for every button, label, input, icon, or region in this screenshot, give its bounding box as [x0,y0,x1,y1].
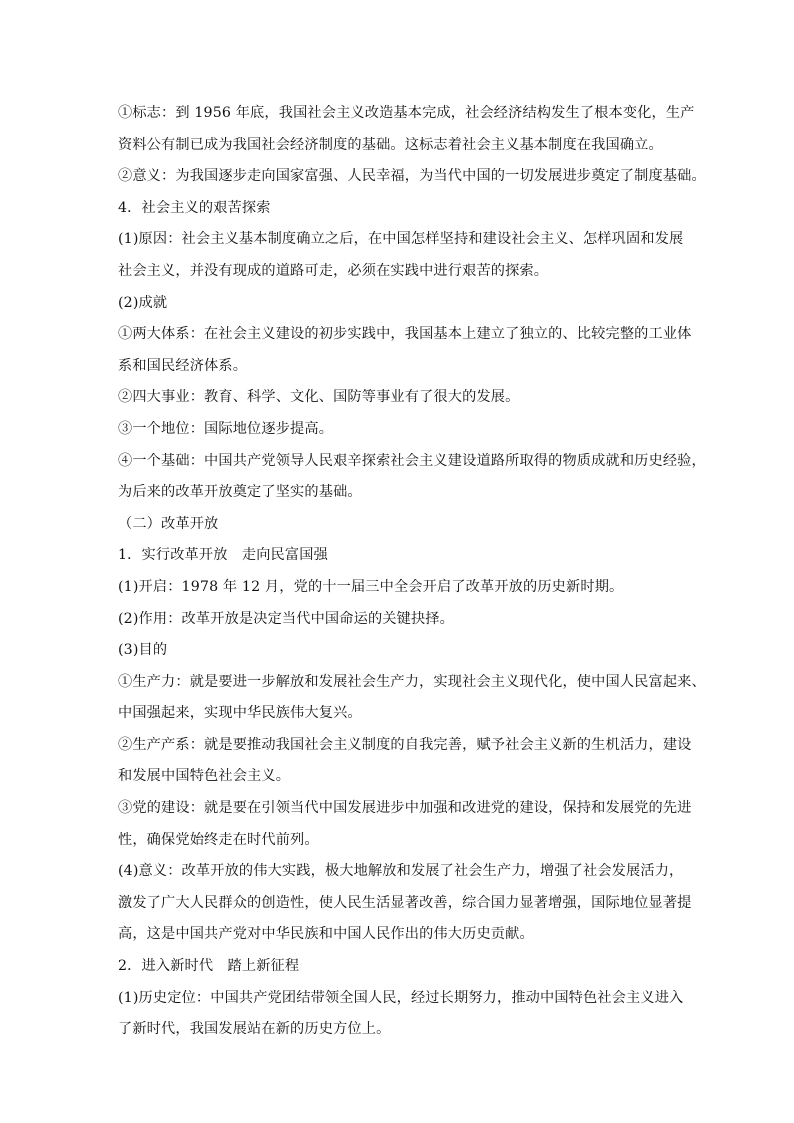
subheading: (2)成就 [118,294,168,311]
document-body [118,98,706,1046]
text-line: (1)开启：1978 年 12 月，党的十一届三中全会开启了改革开放的历史新时期。 [118,578,624,595]
text-line: ②意义：为我国逐步走向国家富强、人民幸福，为当代中国的一切发展进步奠定了制度基础。 [118,168,706,185]
text-line: 社会主义，并没有现成的道路可走，必须在实践中进行艰苦的探索。 [118,262,549,279]
text-line: 性，确保党始终走在时代前列。 [118,831,319,848]
text-line: ③党的建设：就是要在引领当代中国发展进步中加强和改进党的建设，保持和发展党的先进 [118,800,692,817]
text-line: ②生产产系：就是要推动我国社会主义制度的自我完善，赋予社会主义新的生机活力，建设 [118,736,692,753]
section-heading: 4．社会主义的艰苦探索 [118,199,271,216]
section-heading: 2．进入新时代 踏上新征程 [118,958,300,975]
text-line: ②四大事业：教育、科学、文化、国防等事业有了很大的发展。 [118,389,520,406]
text-line: 为后来的改革开放奠定了坚实的基础。 [118,484,362,501]
text-line: ③一个地位：国际地位逐步提高。 [118,420,334,437]
text-line: (1)历史定位：中国共产党团结带领全国人民，经过长期努力，推动中国特色社会主义进入 [118,989,684,1006]
text-line: 高，这是中国共产党对中华民族和中国人民作出的伟大历史贡献。 [118,926,534,943]
text-line: ①两大体系：在社会主义建设的初步实践中，我国基本上建立了独立的、比较完整的工业体 [118,326,692,343]
text-line: ④一个基础：中国共产党领导人民艰辛探索社会主义建设道路所取得的物质成就和历史经验， [118,452,706,469]
text-line: 激发了广大人民群众的创造性，使人民生活显著改善，综合国力显著增强，国际地位显著提 [118,894,692,911]
text-line: ①生产力：就是要进一步解放和发展社会生产力，实现社会主义现代化，使中国人民富起来、 [118,673,706,690]
text-line: 和发展中国特色社会主义。 [118,768,291,785]
text-line: (4)意义：改革开放的伟大实践，极大地解放和发展了社会生产力，增强了社会发展活力， [118,863,684,880]
text-line: ①标志：到 1956 年底，我国社会主义改造基本完成，社会经济结构发生了根本变化，生产 [118,105,695,121]
text-line: 了新时代，我国发展站在新的历史方位上。 [118,1021,391,1038]
subheading: (3)目的 [118,642,168,659]
section-heading: （二）改革开放 [118,515,219,532]
section-heading: 1．实行改革开放 走向民富国强 [118,547,328,564]
text-line: 资料公有制已成为我国社会经济制度的基础。这标志着社会主义基本制度在我国确立。 [118,136,663,153]
text-line: (2)作用：改革开放是决定当代中国命运的关键抉择。 [118,610,454,627]
text-line: 中国强起来，实现中华民族伟大复兴。 [118,705,362,722]
text-line: 系和国民经济体系。 [118,357,248,374]
text-line: (1)原因：社会主义基本制度确立之后，在中国怎样坚持和建设社会主义、怎样巩固和发展 [118,231,684,248]
